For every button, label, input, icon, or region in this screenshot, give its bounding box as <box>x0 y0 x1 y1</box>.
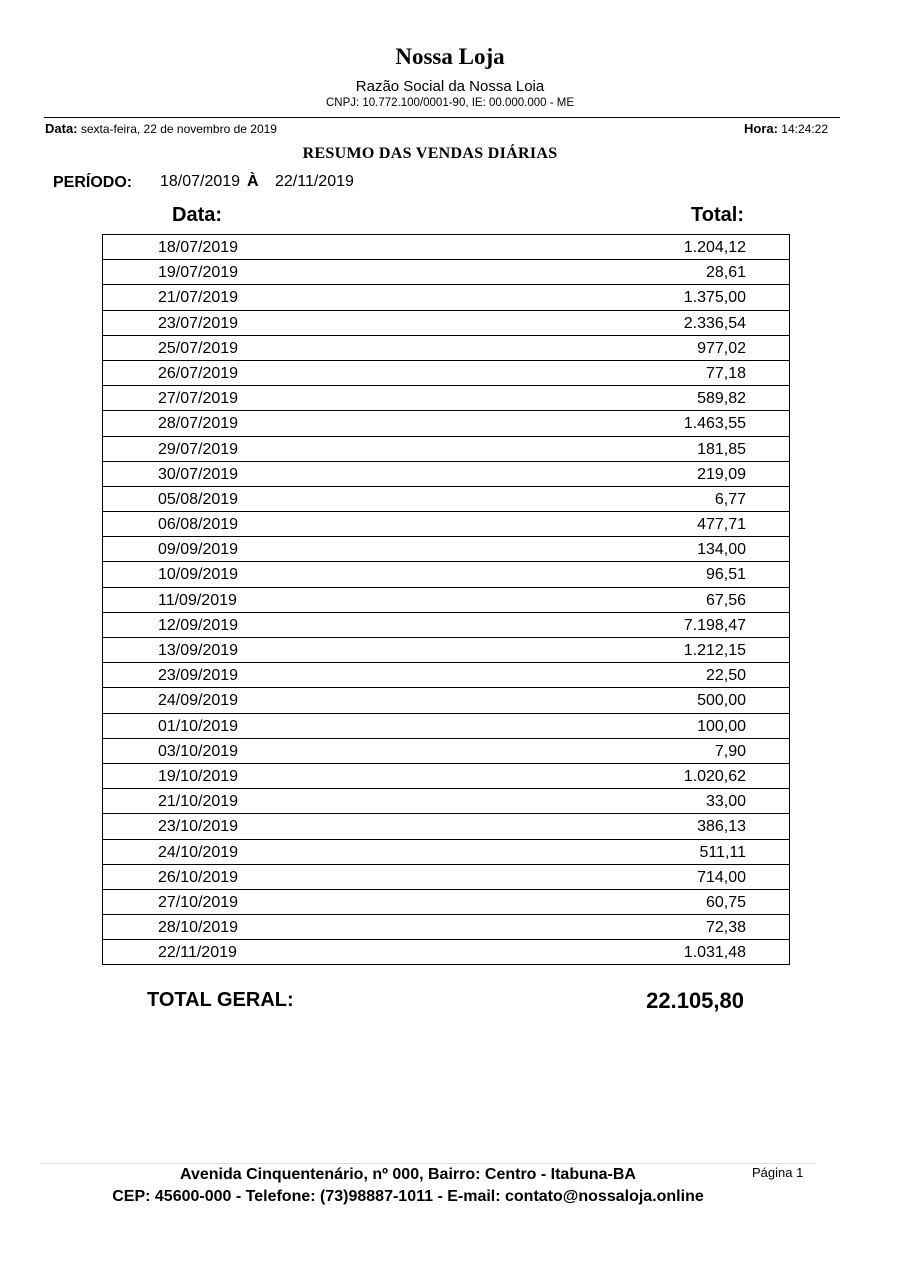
row-total: 22,50 <box>705 667 746 685</box>
column-header-date: Data: <box>172 204 223 226</box>
table-row <box>103 487 789 512</box>
table-row <box>103 714 789 739</box>
row-total: 1.031,48 <box>683 944 746 962</box>
row-date: 28/10/2019 <box>158 919 239 937</box>
row-total: 714,00 <box>697 868 746 886</box>
table-row <box>103 260 789 285</box>
row-date: 29/07/2019 <box>158 440 239 458</box>
footer-contact: CEP: 45600-000 - Telefone: (73)98887-1011 - E-mail: contato@nossaloja.online <box>112 1188 704 1205</box>
row-total: 1.020,62 <box>683 767 746 785</box>
table-row <box>103 663 789 688</box>
row-date: 25/07/2019 <box>158 339 239 357</box>
print-date <box>45 121 277 136</box>
print-time-value: 14:24:22 <box>781 122 828 136</box>
row-date: 13/09/2019 <box>158 642 239 659</box>
row-total: 181,85 <box>697 440 746 458</box>
row-date: 28/07/2019 <box>158 415 239 433</box>
row-date: 11/09/2019 <box>158 591 237 609</box>
legal-name: Razão Social da Nossa Loia <box>355 78 545 95</box>
row-date: 10/09/2019 <box>158 566 239 584</box>
row-date: 23/10/2019 <box>158 818 239 836</box>
row-date: 23/07/2019 <box>158 314 239 332</box>
table-row <box>103 311 789 336</box>
table-row <box>103 940 789 965</box>
row-date: 05/08/2019 <box>158 490 239 508</box>
row-total: 7.198,47 <box>683 616 746 634</box>
table-row <box>103 235 789 260</box>
row-date: 26/10/2019 <box>158 868 239 886</box>
row-total: 6,77 <box>714 490 746 508</box>
row-total: 134,00 <box>697 541 746 559</box>
row-total: 977,02 <box>697 339 746 357</box>
row-total: 60,75 <box>705 893 746 911</box>
row-date: 19/07/2019 <box>158 264 239 282</box>
row-date: 23/09/2019 <box>158 667 239 685</box>
row-date: 19/10/2019 <box>158 767 239 785</box>
period-label: PERÍODO: <box>53 174 133 191</box>
row-total: 1.204,12 <box>683 239 746 256</box>
row-date: 22/11/2019 <box>158 944 237 962</box>
page-number: Página 1 <box>752 1165 804 1180</box>
row-date: 06/08/2019 <box>158 516 239 534</box>
table-row <box>103 814 789 839</box>
row-date: 26/07/2019 <box>158 364 239 382</box>
table-row <box>103 537 789 562</box>
header-divider <box>44 117 840 118</box>
print-date-value: sexta-feira, 22 de novembro de 2019 <box>80 122 277 136</box>
row-total: 2.336,54 <box>683 314 746 332</box>
row-total: 33,00 <box>705 793 746 811</box>
table-row <box>103 411 789 436</box>
footer-divider <box>42 1163 814 1164</box>
row-total: 77,18 <box>705 364 746 382</box>
row-date: 21/10/2019 <box>158 793 239 811</box>
row-date: 18/07/2019 <box>158 239 239 256</box>
table-row <box>103 512 789 537</box>
row-date: 24/09/2019 <box>158 692 239 710</box>
row-total: 500,00 <box>697 692 746 710</box>
table-row <box>103 865 789 890</box>
table-row <box>103 562 789 587</box>
store-name: Nossa Loja <box>395 44 505 69</box>
table-row <box>103 462 789 487</box>
footer-address: Avenida Cinquentenário, nº 000, Bairro: Centro - Itabuna-BA <box>180 1166 636 1183</box>
row-total: 511,11 <box>699 843 746 861</box>
row-total: 386,13 <box>697 818 746 836</box>
print-time-label: Hora: <box>743 121 778 136</box>
row-date: 30/07/2019 <box>158 465 239 483</box>
row-date: 09/09/2019 <box>158 541 239 559</box>
table-row <box>103 739 789 764</box>
row-total: 100,00 <box>697 717 746 735</box>
row-total: 1.463,55 <box>683 415 746 433</box>
table-row <box>103 764 789 789</box>
table-row <box>103 840 789 865</box>
row-total: 72,38 <box>705 919 746 937</box>
table-row <box>103 688 789 713</box>
row-date: 03/10/2019 <box>158 742 239 760</box>
table-row <box>103 437 789 462</box>
period-start: 18/07/2019 <box>160 173 241 190</box>
row-total: 1.375,00 <box>683 289 746 307</box>
row-date: 27/07/2019 <box>158 390 239 408</box>
print-time <box>744 121 828 136</box>
table-row <box>103 890 789 915</box>
row-total: 67,56 <box>705 591 746 609</box>
row-total: 96,51 <box>705 566 746 584</box>
row-total: 589,82 <box>697 390 746 408</box>
period-end: 22/11/2019 <box>275 173 354 190</box>
row-total: 1.212,15 <box>683 642 746 659</box>
row-date: 21/07/2019 <box>158 289 239 307</box>
print-date-label: Data: <box>45 121 78 136</box>
table-row <box>103 915 789 940</box>
row-date: 01/10/2019 <box>158 717 239 735</box>
row-total: 7,90 <box>714 742 746 760</box>
table-row <box>103 588 789 613</box>
row-date: 24/10/2019 <box>158 843 239 861</box>
row-total: 219,09 <box>697 465 746 483</box>
table-row <box>103 638 789 663</box>
table-row <box>103 361 789 386</box>
period-separator: À <box>247 173 259 190</box>
row-total: 477,71 <box>697 516 746 534</box>
table-row <box>103 336 789 361</box>
report-title: RESUMO DAS VENDAS DIÁRIAS <box>302 145 558 162</box>
table-row <box>103 789 789 814</box>
company-ids: CNPJ: 10.772.100/0001-90, IE: 00.000.000 - ME <box>325 97 575 109</box>
daily-sales-table <box>102 234 790 965</box>
column-header-total: Total: <box>691 204 744 226</box>
row-date: 27/10/2019 <box>158 893 239 911</box>
table-row <box>103 386 789 411</box>
grand-total-label: TOTAL GERAL: <box>147 989 294 1011</box>
row-total: 28,61 <box>705 264 746 282</box>
table-row <box>103 613 789 638</box>
table-row <box>103 285 789 310</box>
row-date: 12/09/2019 <box>158 616 239 634</box>
grand-total-value: 22.105,80 <box>646 988 744 1013</box>
